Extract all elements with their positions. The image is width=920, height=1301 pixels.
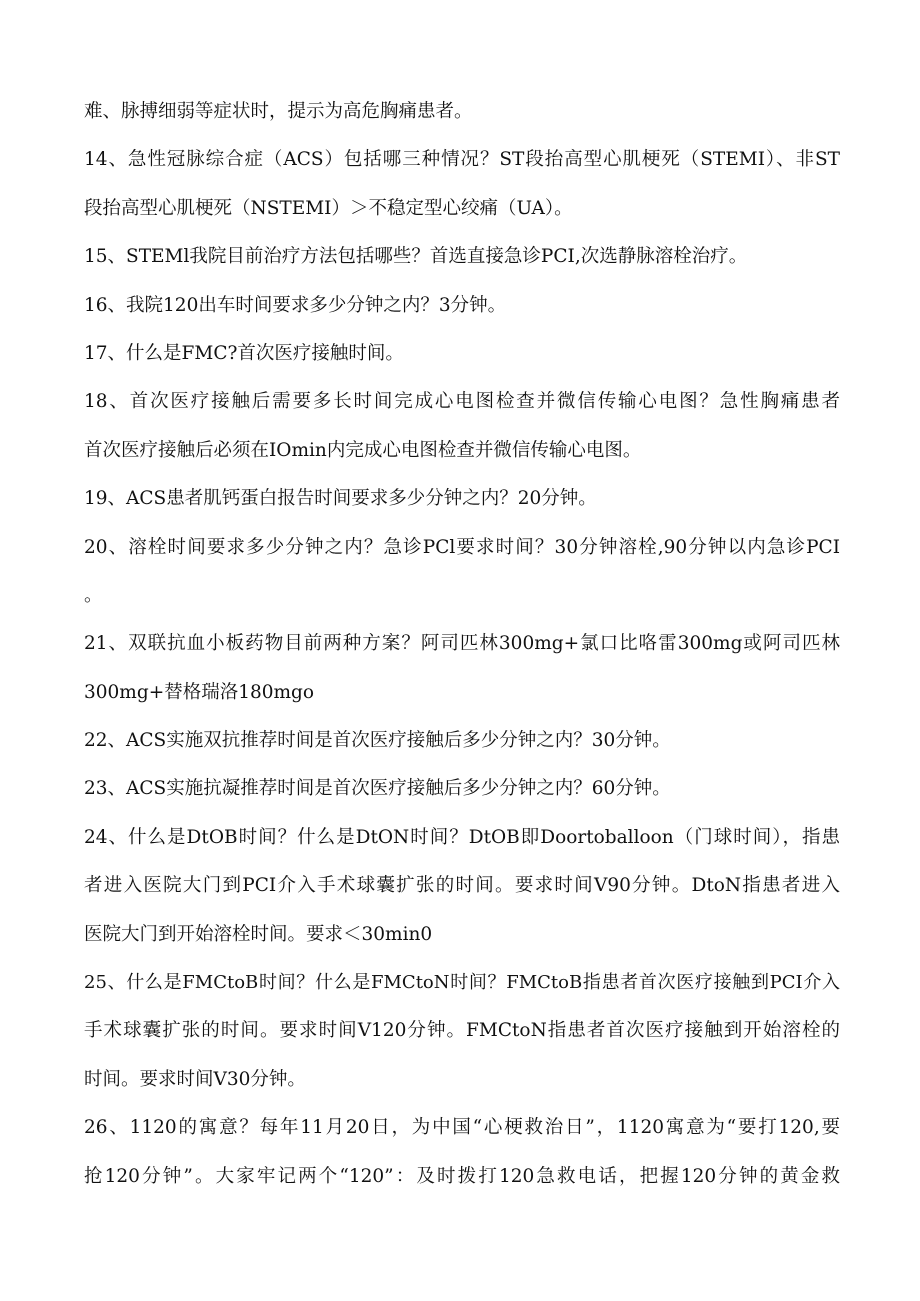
text-line: 15、STEMl我院目前治疗方法包括哪些？首选直接急诊PCI,次选静脉溶栓治疗。 bbox=[84, 246, 748, 268]
text-line: 24、什么是DtOB时间？什么是DtON时间？DtOB即Doortoballoon（门球时间），指患 bbox=[84, 826, 840, 848]
text-line: 手术球囊扩张的时间。要求时间V120分钟。FMCtoN指患者首次医疗接触到开始溶栓的 bbox=[84, 1020, 840, 1042]
text-line: 19、ACS患者肌钙蛋白报告时间要求多少分钟之内？20分钟。 bbox=[84, 488, 597, 510]
text-line: 首次医疗接触后必须在IOmin内完成心电图检查并微信传输心电图。 bbox=[84, 439, 642, 461]
text-line: 26、1120的寓意？每年11月20日，为中国“心梗救治日”，1120寓意为“要打120,要 bbox=[84, 1117, 840, 1139]
text-line: 抢120分钟”。大家牢记两个“120”：及时拨打120急救电话，把握120分钟的黄金救 bbox=[84, 1165, 840, 1187]
text-line: 21、双联抗血小板药物目前两种方案？阿司匹林300mg+氯口比咯雷300mg或阿司匹林 bbox=[84, 633, 840, 655]
document-page bbox=[84, 88, 840, 1201]
text-line: 医院大门到开始溶栓时间。要求＜30min0 bbox=[84, 923, 433, 945]
text-line: 20、溶栓时间要求多少分钟之内？急诊PCl要求时间？30分钟溶栓,90分钟以内急诊PCI bbox=[84, 536, 840, 558]
text-line: 18、首次医疗接触后需要多长时间完成心电图检查并微信传输心电图？急性胸痛患者 bbox=[84, 391, 840, 413]
text-line: 17、什么是FMC?首次医疗接触时间。 bbox=[84, 342, 404, 364]
text-line: 。 bbox=[84, 584, 103, 606]
text-line: 难、脉搏细弱等症状时，提示为高危胸痛患者。 bbox=[84, 101, 473, 122]
text-line: 300mg+替格瑞洛180mgo bbox=[84, 681, 315, 703]
text-line: 段抬高型心肌梗死（NSTEMI）＞不稳定型心绞痛（UA）。 bbox=[84, 197, 573, 219]
text-line: 23、ACS实施抗凝推荐时间是首次医疗接触后多少分钟之内？60分钟。 bbox=[84, 778, 671, 800]
text-line: 者进入医院大门到PCI介入手术球囊扩张的时间。要求时间V90分钟。DtoN指患者进入 bbox=[84, 875, 840, 897]
text-line: 16、我院120出车时间要求多少分钟之内？3分钟。 bbox=[84, 294, 507, 316]
text-line: 22、ACS实施双抗推荐时间是首次医疗接触后多少分钟之内？30分钟。 bbox=[84, 730, 671, 752]
text-line: 25、什么是FMCtoB时间？什么是FMCtoN时间？FMCtoB指患者首次医疗接触到PCI介入 bbox=[84, 972, 840, 994]
text-line: 时间。要求时间V30分钟。 bbox=[84, 1068, 306, 1090]
text-line: 14、急性冠脉综合症（ACS）包括哪三种情况？ST段抬高型心肌梗死（STEMI）、非ST bbox=[84, 149, 840, 171]
